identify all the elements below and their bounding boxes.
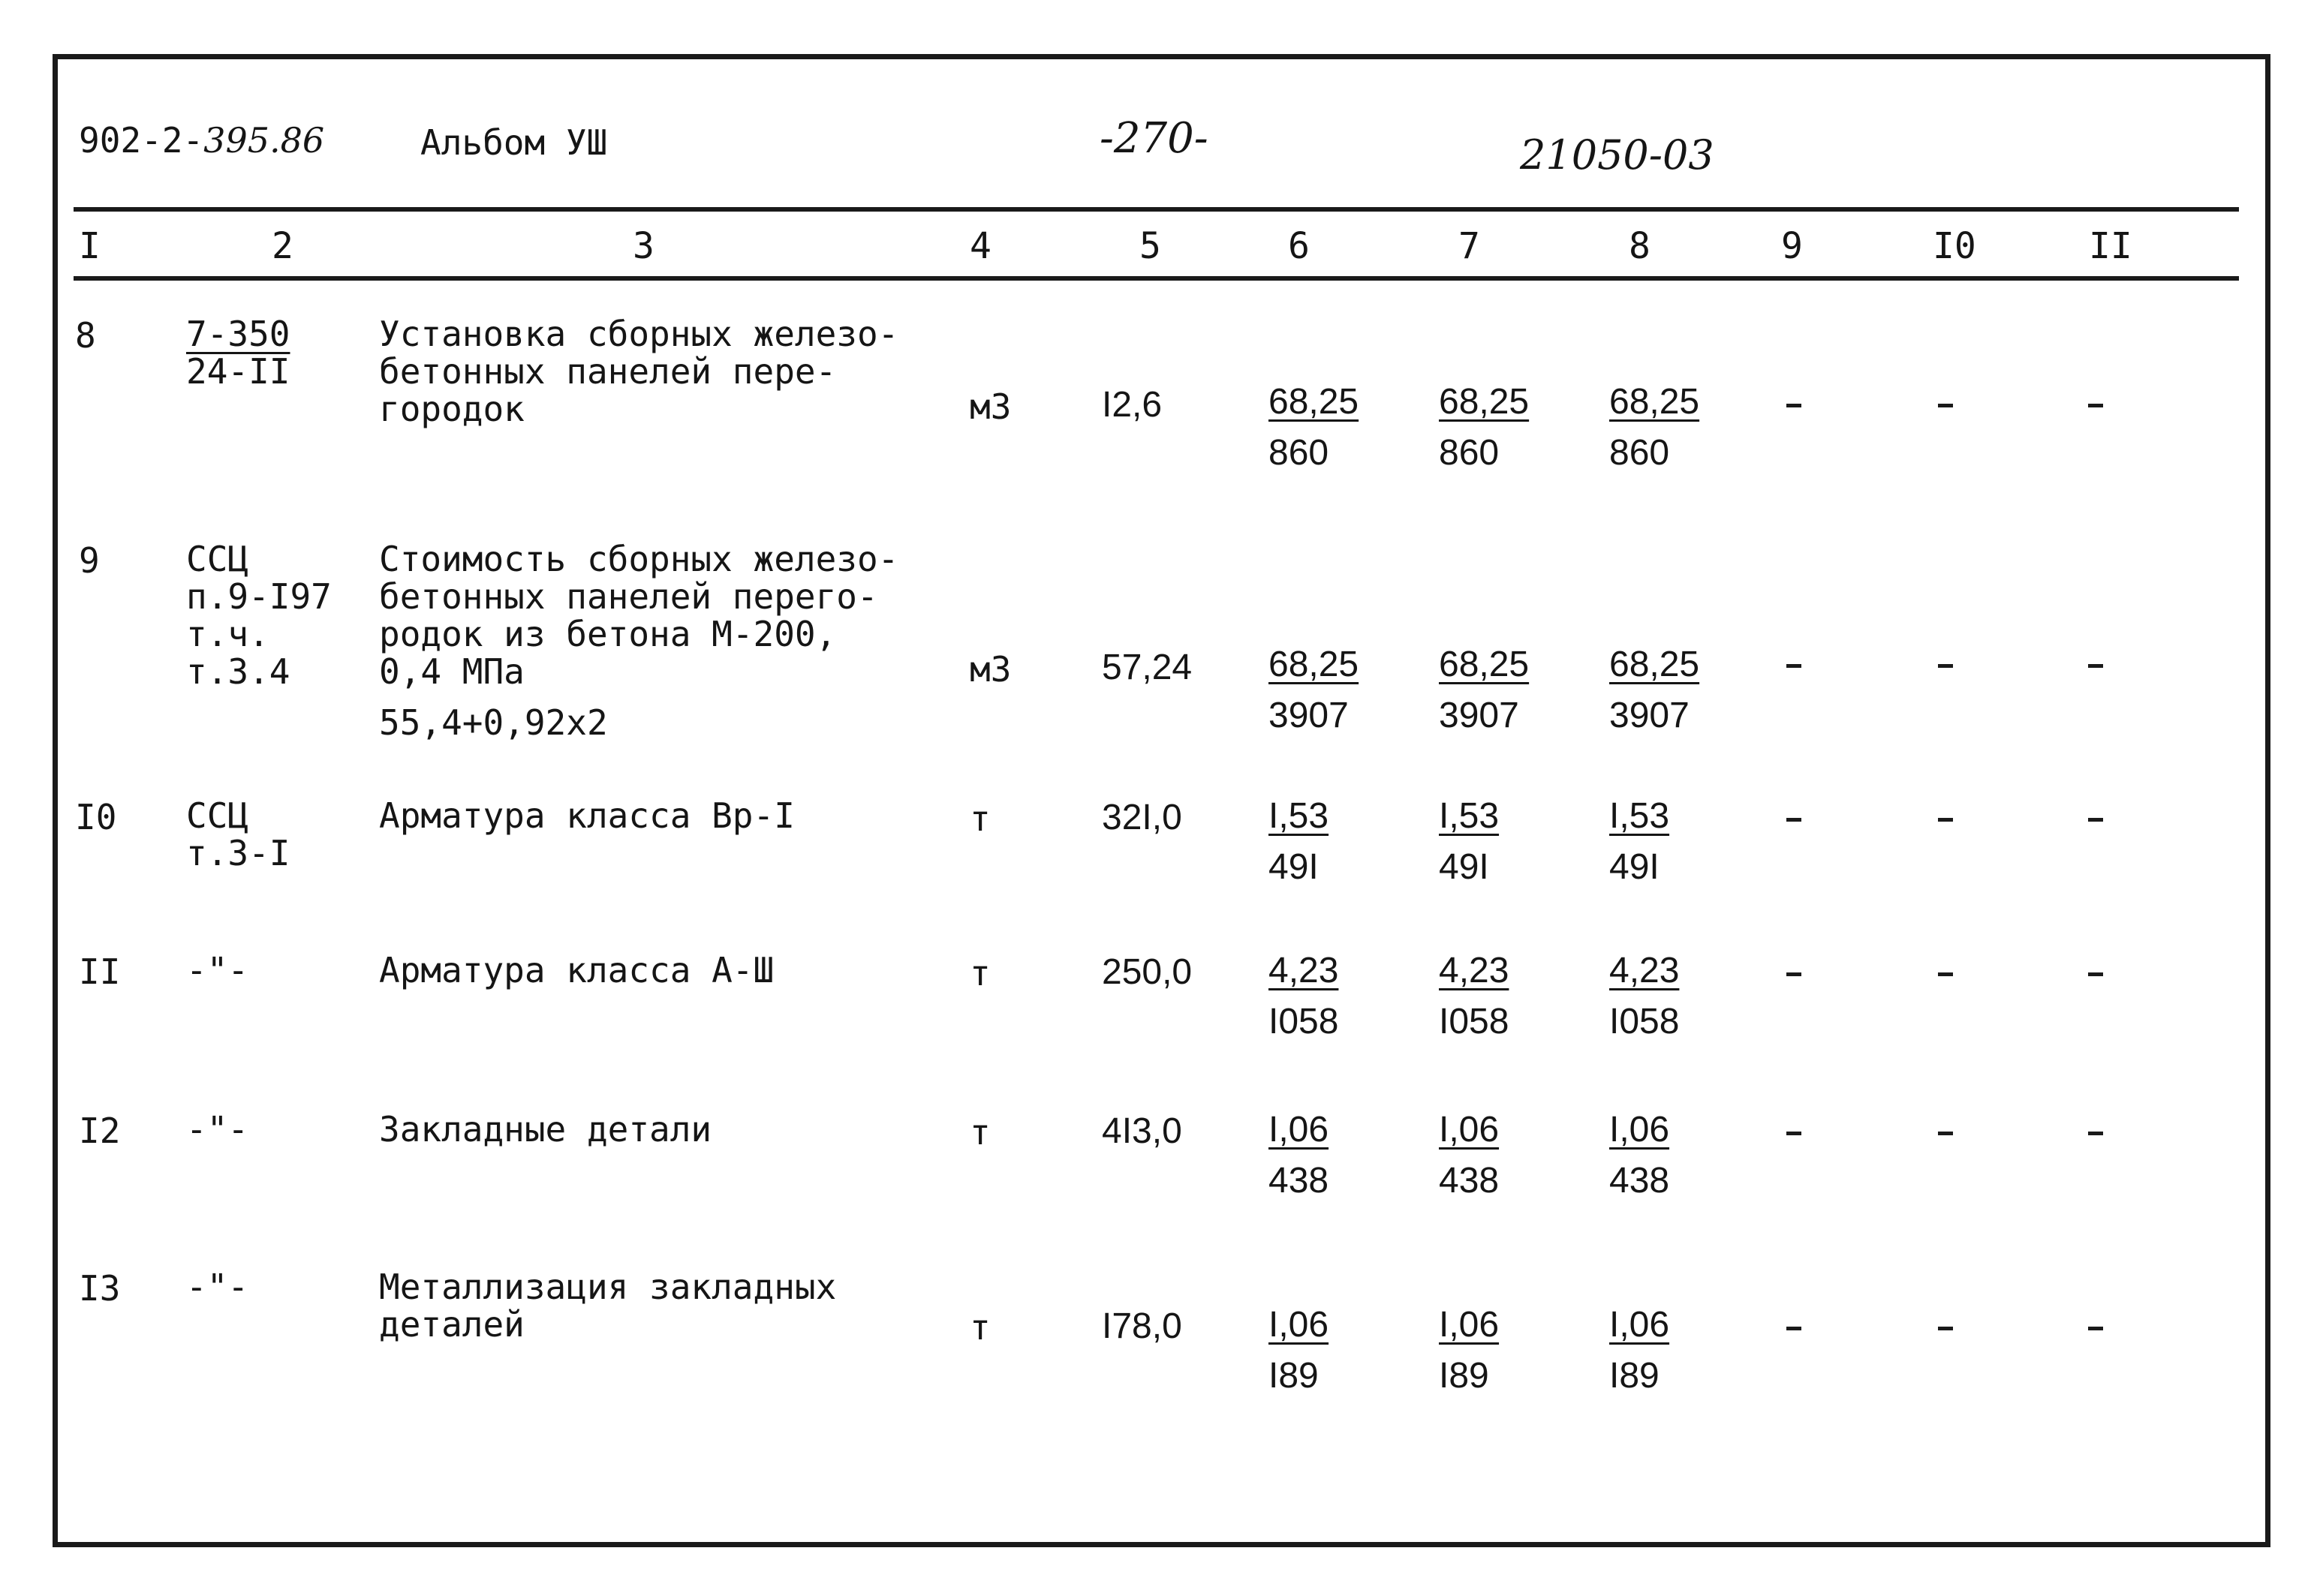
- unit: м3: [970, 649, 1012, 690]
- row-number: II: [79, 951, 121, 992]
- norm-code-line: п.9-I97: [186, 576, 332, 617]
- unit: м3: [970, 386, 1012, 427]
- dash-col-10: [1938, 818, 1953, 822]
- unit-price: 68,25: [1439, 382, 1530, 422]
- column-number-9: 9: [1781, 225, 1803, 267]
- dash-col-11: [2088, 664, 2103, 668]
- description-line: Металлизация закладных: [379, 1267, 837, 1307]
- norm-code-line: т.3.4: [186, 651, 290, 692]
- unit: т: [970, 798, 991, 839]
- price-col-6: [1268, 945, 1338, 1047]
- unit-price: 68,25: [1609, 382, 1700, 422]
- total-cost: I89: [1439, 1356, 1489, 1396]
- quantity: 4I3,0: [1102, 1111, 1182, 1151]
- unit-price: 68,25: [1268, 645, 1359, 684]
- row-number: I0: [75, 797, 117, 837]
- unit-price: I,06: [1609, 1110, 1670, 1150]
- price-col-8: [1609, 1300, 1669, 1402]
- total-cost: 3907: [1439, 696, 1519, 735]
- norm-code-line: 24-II: [186, 351, 290, 392]
- description-line: родок из бетона М-200,: [379, 614, 837, 654]
- unit-price: 4,23: [1609, 951, 1680, 990]
- column-number-6: 6: [1288, 225, 1310, 267]
- dash-col-9: [1786, 1132, 1801, 1135]
- row-number: 8: [75, 315, 96, 356]
- unit-price: I,53: [1439, 796, 1500, 836]
- unit-price: I,53: [1609, 796, 1670, 836]
- dash-col-10: [1938, 1132, 1953, 1135]
- price-col-7: [1439, 1105, 1499, 1207]
- row-number: I3: [79, 1268, 121, 1309]
- column-number-7: 7: [1458, 225, 1480, 267]
- dash-col-9: [1786, 972, 1801, 976]
- column-number-2: 2: [272, 225, 293, 267]
- price-col-8: [1609, 639, 1699, 741]
- description-line: Стоимость сборных железо-: [379, 539, 899, 579]
- price-col-6: [1268, 1105, 1329, 1207]
- work-description: [379, 797, 795, 834]
- work-description: [379, 1111, 712, 1148]
- price-col-8: [1609, 791, 1669, 893]
- price-col-7: [1439, 1300, 1499, 1402]
- norm-code-line: ССЦ: [186, 795, 249, 836]
- unit-price: I,06: [1439, 1110, 1500, 1150]
- quantity: I2,6: [1102, 385, 1163, 425]
- price-col-6: [1268, 639, 1359, 741]
- dash-col-11: [2088, 972, 2103, 976]
- ditto-mark: -"-: [186, 1267, 249, 1307]
- page-number: -270-: [1100, 114, 1208, 163]
- price-col-6: [1268, 377, 1359, 479]
- description-line: Закладные детали: [379, 1109, 712, 1150]
- description-line: деталей: [379, 1304, 525, 1345]
- column-number-5: 5: [1139, 225, 1161, 267]
- price-col-7: [1439, 945, 1509, 1047]
- work-description: [379, 540, 898, 741]
- column-number-3: 3: [633, 225, 654, 267]
- column-number-8: 8: [1629, 225, 1651, 267]
- column-number-4: 4: [970, 225, 992, 267]
- quantity: 57,24: [1102, 648, 1193, 687]
- total-cost: I89: [1609, 1356, 1660, 1396]
- dash-col-11: [2088, 1327, 2103, 1330]
- unit-price: 4,23: [1439, 951, 1509, 990]
- description-line: Арматура класса А-Ш: [379, 950, 775, 990]
- dash-col-11: [2088, 1132, 2103, 1135]
- unit-price: I,53: [1268, 796, 1329, 836]
- description-line: бетонных панелей перего-: [379, 576, 878, 617]
- price-col-7: [1439, 639, 1529, 741]
- dash-col-10: [1938, 664, 1953, 668]
- total-cost: 3907: [1268, 696, 1349, 735]
- unit-price: 68,25: [1439, 645, 1530, 684]
- unit: т: [970, 1307, 991, 1348]
- total-cost: 860: [1439, 433, 1500, 473]
- row-number: I2: [79, 1111, 121, 1151]
- description-line: бетонных панелей пере-: [379, 351, 837, 392]
- norm-code: [186, 315, 290, 390]
- unit-price: I,06: [1268, 1305, 1329, 1345]
- unit-price: 4,23: [1268, 951, 1339, 990]
- quantity: I78,0: [1102, 1306, 1182, 1346]
- dash-col-11: [2088, 404, 2103, 407]
- dash-col-9: [1786, 1327, 1801, 1330]
- price-col-6: [1268, 791, 1329, 893]
- dash-col-11: [2088, 818, 2103, 822]
- header-rule-bottom: [74, 276, 2239, 281]
- dash-col-9: [1786, 818, 1801, 822]
- total-cost: 438: [1439, 1161, 1500, 1201]
- norm-code-top: 7-350: [186, 314, 290, 354]
- unit: т: [970, 953, 991, 993]
- total-cost: 438: [1609, 1161, 1670, 1201]
- price-col-6: [1268, 1300, 1329, 1402]
- dash-col-9: [1786, 664, 1801, 668]
- unit-price: 68,25: [1609, 645, 1700, 684]
- unit-price: I,06: [1439, 1305, 1500, 1345]
- document-code: 21050-03: [1520, 131, 1714, 179]
- total-cost: 49I: [1268, 847, 1319, 887]
- album-label: Альбом УШ: [420, 122, 608, 163]
- norm-code: [186, 1268, 248, 1306]
- dash-col-9: [1786, 404, 1801, 407]
- norm-code-line: т.3-I: [186, 833, 290, 873]
- price-col-7: [1439, 377, 1529, 479]
- work-description: [379, 315, 898, 428]
- ditto-mark: -"-: [186, 1109, 249, 1150]
- total-cost: 860: [1268, 433, 1329, 473]
- ditto-mark: -"-: [186, 950, 249, 990]
- dash-col-10: [1938, 972, 1953, 976]
- norm-code-line: ССЦ: [186, 539, 249, 579]
- unit-price: I,06: [1268, 1110, 1329, 1150]
- row-number: 9: [79, 540, 100, 581]
- description-line: 0,4 МПа: [379, 651, 525, 692]
- price-col-8: [1609, 1105, 1669, 1207]
- price-col-7: [1439, 791, 1499, 893]
- unit: т: [970, 1112, 991, 1153]
- norm-code-line: т.ч.: [186, 614, 269, 654]
- description-line: Установка сборных железо-: [379, 314, 899, 354]
- quantity: 32I,0: [1102, 798, 1182, 837]
- dash-col-10: [1938, 404, 1953, 407]
- total-cost: 49I: [1609, 847, 1660, 887]
- dash-col-10: [1938, 1327, 1953, 1330]
- norm-code: [186, 540, 332, 690]
- price-col-8: [1609, 377, 1699, 479]
- price-col-8: [1609, 945, 1679, 1047]
- header-rule-top: [74, 207, 2239, 212]
- unit-price: I,06: [1609, 1305, 1670, 1345]
- norm-code: [186, 951, 248, 989]
- total-cost: 3907: [1609, 696, 1690, 735]
- total-cost: I058: [1439, 1002, 1509, 1041]
- document-number-prefix: 902-2-: [79, 120, 204, 161]
- work-description: [379, 1268, 836, 1343]
- column-number-10: I0: [1933, 225, 1976, 267]
- document-number-suffix: 395.86: [203, 120, 325, 161]
- unit-price: 68,25: [1268, 382, 1359, 422]
- total-cost: 438: [1268, 1161, 1329, 1201]
- work-description: [379, 951, 774, 989]
- total-cost: 49I: [1439, 847, 1489, 887]
- description-line: Арматура класса Вр-I: [379, 795, 795, 836]
- norm-code: [186, 1111, 248, 1148]
- quantity: 250,0: [1102, 952, 1193, 992]
- norm-code: [186, 797, 290, 872]
- total-cost: I058: [1609, 1002, 1680, 1041]
- description-line: городок: [379, 389, 525, 429]
- column-number-1: I: [79, 225, 101, 267]
- document-number: [79, 120, 324, 161]
- total-cost: I058: [1268, 1002, 1339, 1041]
- column-number-11: II: [2089, 225, 2132, 267]
- total-cost: 860: [1609, 433, 1670, 473]
- quantity-formula: 55,4+0,92х2: [379, 702, 608, 743]
- total-cost: I89: [1268, 1356, 1319, 1396]
